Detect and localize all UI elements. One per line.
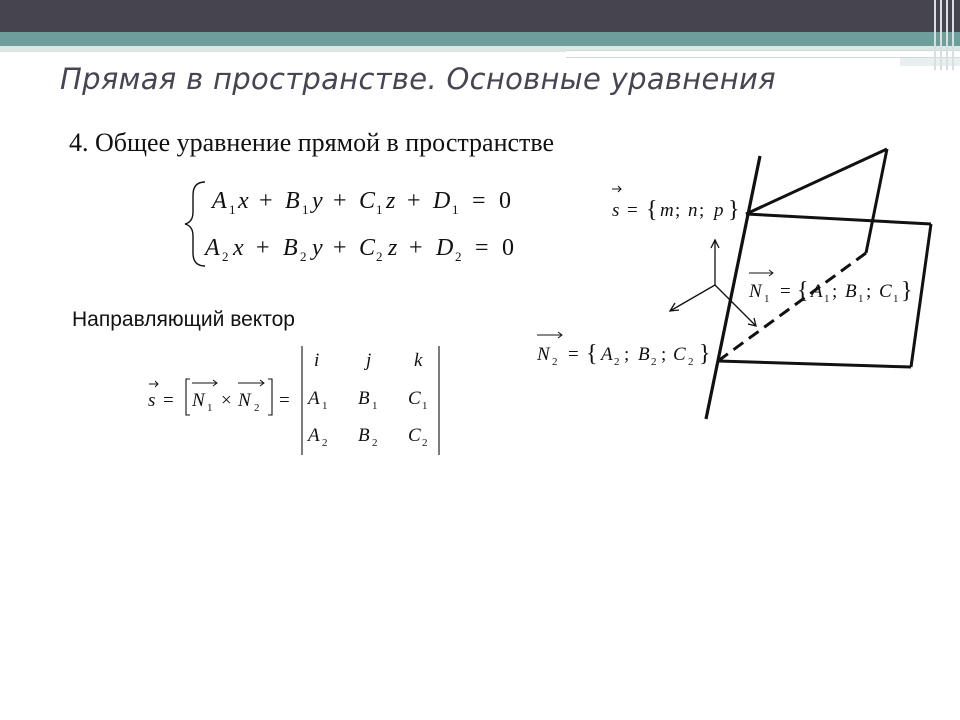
label-n1-arrow — [749, 270, 773, 276]
eq1-rhs: 0 — [499, 188, 511, 214]
label-n1-lbrace: { — [797, 278, 809, 304]
cross-eq-1: = — [163, 390, 174, 411]
eq1-sub-c: 1 — [376, 202, 383, 217]
eq1-coef-a: A — [212, 188, 227, 214]
cross-times: × — [221, 390, 232, 411]
det-i: i — [314, 350, 320, 371]
cross-lhs-s: s — [148, 390, 156, 411]
det-a2-sub: 2 — [322, 437, 328, 449]
eq1-sub-b: 1 — [302, 202, 309, 217]
plane1-right-edge — [866, 149, 887, 253]
label-s-vector — [612, 186, 740, 223]
slide-title: Прямая в пространстве. Основные уравнения — [60, 62, 776, 96]
label-n1-b: B — [845, 281, 857, 302]
label-s-p: p — [714, 200, 724, 221]
det-a1: A — [308, 388, 320, 409]
system-brace — [185, 182, 205, 266]
eq2-coef-b: B — [283, 235, 298, 261]
eq2-sub-a: 2 — [222, 249, 229, 264]
label-n2-a: A — [601, 344, 613, 365]
plane1-top-edge — [746, 149, 887, 214]
cross-n1-sub: 1 — [207, 402, 213, 414]
cross-left-bracket — [186, 379, 190, 415]
cross-right-bracket — [268, 379, 272, 415]
equation-line-1 — [210, 188, 511, 217]
label-s-n: n — [688, 200, 698, 221]
eq1-var-y: y — [312, 188, 323, 214]
label-n1-c-sub: 1 — [893, 293, 899, 305]
direction-vector-caption: Направляющий вектор — [72, 308, 295, 331]
label-n2-c: C — [673, 344, 686, 365]
cross-eq-2: = — [279, 390, 290, 411]
label-n1-c: C — [879, 281, 892, 302]
eq2-op-1: + — [256, 235, 270, 261]
eq2-sub-c: 2 — [376, 249, 383, 264]
eq1-coef-d: D — [433, 188, 451, 214]
eq1-sub-a: 1 — [229, 202, 236, 217]
det-b2: B — [358, 425, 370, 446]
label-n2-a-sub: 2 — [614, 356, 620, 368]
label-n2-arrow — [537, 332, 562, 338]
label-n1-a: A — [811, 281, 823, 302]
cross-lhs-arrow — [149, 381, 158, 387]
eq2-equals: = — [475, 235, 489, 261]
label-n2-sep-1: ; — [624, 344, 630, 365]
label-n1-vector — [748, 270, 913, 305]
plane1-hidden-edge — [718, 253, 866, 361]
equation-system — [185, 182, 514, 266]
label-s-name: s — [612, 200, 620, 221]
label-n2-name: N — [537, 344, 550, 365]
label-n2-c-sub: 2 — [688, 356, 694, 368]
label-n2-sep-2: ; — [661, 344, 667, 365]
det-k: k — [414, 350, 423, 371]
planes-figure — [536, 149, 931, 419]
eq2-coef-a: A — [205, 235, 220, 261]
label-n1-sep-1: ; — [832, 281, 838, 302]
label-n1-b-sub: 1 — [858, 293, 864, 305]
label-n2-lbrace: { — [586, 341, 598, 367]
label-n1-rbrace: } — [901, 278, 913, 304]
label-n2-sub: 2 — [552, 356, 558, 368]
eq1-op-3: + — [407, 188, 421, 214]
eq2-coef-c: C — [359, 235, 376, 261]
eq1-op-2: + — [333, 188, 347, 214]
label-n2-rbrace: } — [699, 341, 711, 367]
label-s-equals: = — [627, 200, 638, 221]
label-n2-b: B — [638, 344, 650, 365]
det-a2: A — [308, 425, 320, 446]
label-s-sep-2: ; — [699, 200, 705, 221]
eq2-var-y: y — [312, 235, 323, 261]
label-n2-equals: = — [568, 344, 579, 365]
slide-subtitle: 4. Общее уравнение прямой в пространстве — [69, 128, 555, 157]
eq1-coef-b: B — [285, 188, 300, 214]
label-n1-name: N — [749, 281, 762, 302]
label-n1-a-sub: 1 — [824, 293, 830, 305]
eq2-sub-d: 2 — [455, 249, 462, 264]
eq2-sub-b: 2 — [300, 249, 307, 264]
det-b1-sub: 1 — [372, 400, 378, 412]
cross-n2-sub: 2 — [254, 402, 260, 414]
det-j: j — [366, 350, 372, 371]
eq2-rhs: 0 — [502, 235, 514, 261]
eq2-op-2: + — [333, 235, 347, 261]
equation-line-2 — [203, 235, 514, 264]
cross-n2: N — [238, 390, 251, 411]
eq1-var-x: x — [238, 188, 249, 214]
label-n1-sep-2: ; — [866, 281, 872, 302]
label-s-arrow — [612, 186, 621, 192]
eq2-var-x: x — [233, 235, 244, 261]
eq2-var-z: z — [388, 235, 398, 261]
det-c1: C — [408, 388, 421, 409]
label-s-sep-1: ; — [675, 200, 681, 221]
plane2-top-edge — [746, 214, 931, 224]
det-c2: C — [408, 425, 421, 446]
eq1-var-z: z — [386, 188, 396, 214]
label-n1-equals: = — [780, 281, 791, 302]
eq1-sub-d: 1 — [452, 202, 459, 217]
det-c1-sub: 1 — [422, 400, 428, 412]
eq1-op-1: + — [259, 188, 273, 214]
cross-product-formula — [148, 346, 439, 455]
label-s-rbrace: } — [728, 197, 740, 223]
eq1-equals: = — [472, 188, 486, 214]
cross-n2-arrow — [238, 380, 264, 386]
label-n2-vector — [536, 332, 711, 368]
cross-n1: N — [192, 390, 205, 411]
det-b1: B — [358, 388, 370, 409]
cross-n1-arrow — [192, 380, 217, 386]
det-a1-sub: 1 — [322, 400, 328, 412]
det-b2-sub: 2 — [372, 437, 378, 449]
det-c2-sub: 2 — [422, 437, 428, 449]
eq2-coef-d: D — [436, 235, 454, 261]
plane2-bottom-edge — [718, 361, 911, 367]
label-n2-b-sub: 2 — [651, 356, 657, 368]
label-s-m: m — [660, 200, 674, 221]
plane2-right-edge — [911, 224, 931, 367]
eq2-op-3: + — [409, 235, 423, 261]
eq1-coef-c: C — [359, 188, 376, 214]
coordinate-axes — [670, 240, 756, 326]
label-n1-sub: 1 — [764, 293, 770, 305]
label-s-lbrace: { — [646, 197, 658, 223]
